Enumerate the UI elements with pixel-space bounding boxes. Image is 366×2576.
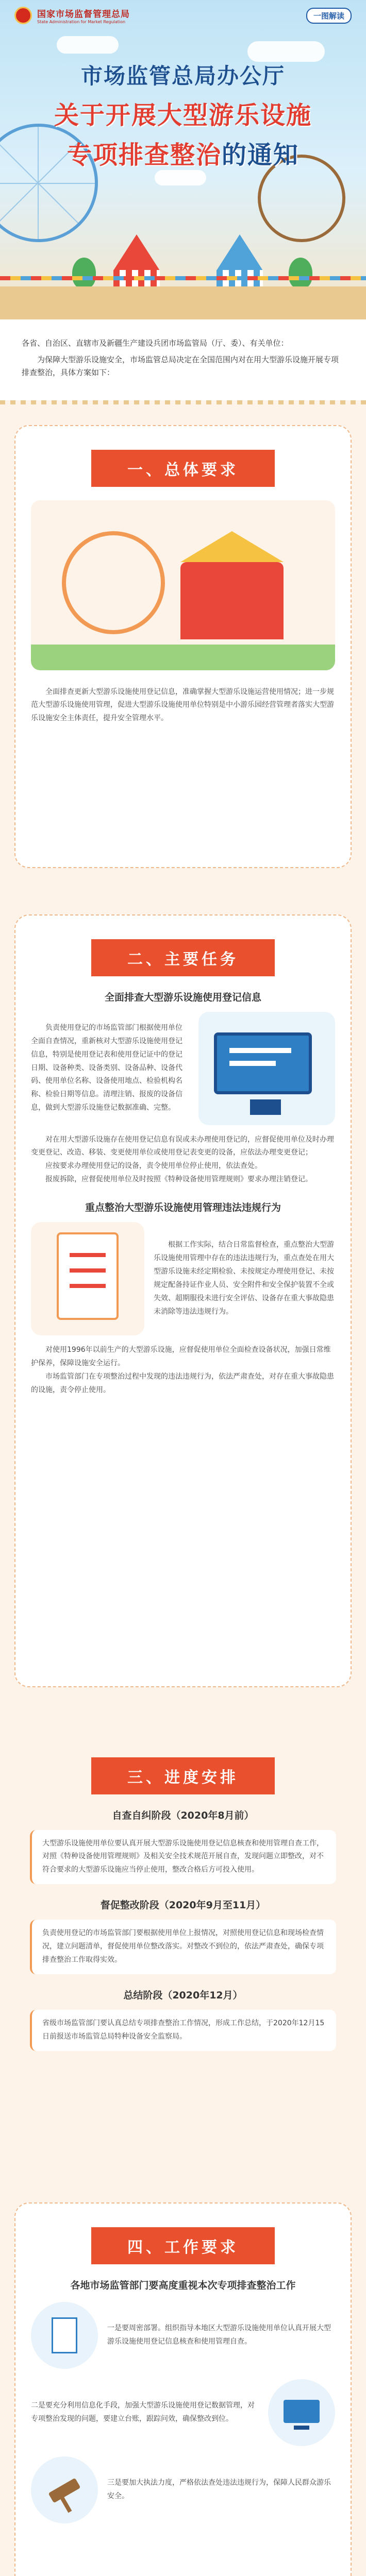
stage-body: 省级市场监管部门要认真总结专项排查整治工作情况，形成工作总结，于2020年12月15日前报送市场监管总局特种设备安全监察局。 [30, 2010, 336, 2051]
ground-decoration [0, 286, 366, 319]
subheading: 全面排查大型游乐设施使用登记信息 [104, 991, 261, 1003]
amusement-park-illustration [31, 500, 335, 670]
subheading: 各地市场监管部门要高度重视本次专项排查整治工作 [70, 2279, 296, 2291]
intro-section [0, 319, 366, 400]
tent-icon [113, 234, 160, 270]
divider [0, 400, 366, 404]
page-title [0, 59, 366, 171]
subheading: 重点整治大型游乐设施使用管理违法违规行为 [85, 1202, 281, 1214]
header-bar [0, 0, 366, 31]
task-paragraph: 报废拆除，应督促使用单位及时按照《特种设备使用管理规则》要求办理注销登记。 [45, 1175, 312, 1184]
section-main-tasks [0, 894, 366, 1713]
monitor-illustration [198, 1012, 335, 1125]
section-title: 二、主要任务 [91, 939, 275, 976]
stage-title: 自查自纠阶段（2020年8月前） [112, 1809, 254, 1821]
hero-banner [0, 0, 366, 319]
requirement-item [31, 2379, 335, 2446]
task-paragraph: 对在用大型游乐设施存在使用登记信息有误或未办理使用登记的，应督促使用单位及时办理变更登记、改造、移装、变更使用单位或使用登记表变更的设备，应依法办理变更登记； [31, 1135, 334, 1157]
section-overall-requirements [0, 404, 366, 894]
stage-title: 督促整改阶段（2020年9月至11月） [100, 1900, 266, 1911]
section-title: 四、工作要求 [91, 2227, 275, 2264]
tent-icon [217, 234, 263, 270]
document-icon [31, 2302, 98, 2369]
org-name-cn: 国家市场监督管理总局 [37, 9, 130, 20]
graphic-tag: 一图解读 [306, 8, 352, 24]
section-work-requirements [0, 2182, 366, 2576]
addressees: 各省、自治区、直辖市及新疆生产建设兵团市场监管局（厅、委）、有关单位： [22, 338, 289, 348]
intro-body: 为保障大型游乐设施安全，市场监管总局决定在全国范围内对在用大型游乐设施开展专项排查整治，具体方案如下： [22, 354, 339, 377]
cloud-decoration [57, 36, 119, 54]
org-name-en: State Administration for Market Regulation [37, 20, 126, 24]
section-card [14, 914, 352, 1687]
section-card [14, 1734, 352, 2156]
section-card [14, 425, 352, 868]
gavel-icon [31, 2456, 98, 2523]
task-paragraph: 负责使用登记的市场监管部门根据使用单位全面自查情况，重新核对大型游乐设施使用登记信息，特别是使用登记表和使用登记证中的登记日期、设备种类、设备类别、设备品种、设备代码、使用单位名称、设备使用地点、检验机构名称、检验日期等信息。清理注销、报废的设备信息，做到大型游乐设施登记数据准确、完整。 [31, 1023, 182, 1112]
requirement-item [31, 2456, 335, 2523]
requirement-text: 三是要加大执法力度，严格依法查处违法违规行为，保障人民群众游乐安全。 [107, 2478, 331, 2500]
section-paragraph: 全面排查更新大型游乐设施使用登记信息，准确掌握大型游乐设施运营使用情况；进一步规范大型游乐设施使用管理，促进大型游乐设施使用单位特别是中小游乐园经营管理者落实大型游乐设施安全主体责任，提升安全管理水平。 [31, 687, 334, 723]
task-paragraph: 市场监管部门在专项整治过程中发现的违法违规行为，依法严肃查处，对存在重大事故隐患的设施，责令停止使用。 [31, 1372, 334, 1394]
requirement-text: 一是要周密部署。组织指导本地区大型游乐设施使用单位认真开展大型游乐设施使用登记信息核查和使用管理自查。 [107, 2324, 331, 2346]
requirement-text: 二是要充分利用信息化手段，加强大型游乐设施使用登记数据管理，对专项整治发现的问题，要建立台账，跟踪问效，确保整改到位。 [31, 2401, 255, 2423]
emblem-icon [14, 7, 32, 24]
org-logo [14, 7, 130, 24]
task-paragraph: 根据工作实际，结合日常监督检查，重点整治大型游乐设施使用管理中存在的违法违规行为，重点查处在用大型游乐设施未经定期检验、未按规定办理使用登记、未按规定配备持证作业人员、安全附件和安全保护装置不全或失效、超期服役未进行安全评估、设备存在重大事故隐患未消除等违法违规行为。 [154, 1241, 334, 1316]
section-schedule [0, 1713, 366, 2182]
task-paragraph: 应按要求办理使用登记的设备，责令使用单位停止使用，依法查处。 [45, 1162, 262, 1171]
tree-icon [72, 258, 96, 289]
stage-title: 总结阶段（2020年12月） [123, 1989, 243, 2001]
tree-icon [289, 258, 312, 289]
title-line-1: 市场监管总局办公厅 [80, 63, 285, 89]
stage-body: 负责使用登记的市场监管部门要根据使用单位上报情况，对照使用登记信息和现场检查情况，建立问题清单，督促使用单位整改落实。对整改不到位的，依法严肃查处，确保专项排查整治工作取得实效。 [30, 1920, 336, 1974]
computer-icon [268, 2379, 335, 2446]
cloud-decoration [155, 170, 206, 185]
task-paragraph: 对使用1996年以前生产的大型游乐设施，应督促使用单位全面检查设备状况，加强日常维护保养，保障设施安全运行。 [31, 1346, 331, 1367]
stage-body: 大型游乐设施使用单位要认真开展大型游乐设施使用登记信息核查和使用管理自查工作，对照《特种设备使用管理规则》及相关安全技术规范开展自查，发现问题立即整改，对不符合要求的大型游乐设施应当停止使用，整改合格后方可投入使用。 [30, 1830, 336, 1885]
section-title: 一、总体要求 [91, 450, 275, 487]
clipboard-illustration [31, 1222, 144, 1335]
section-title: 三、进度安排 [91, 1757, 275, 1794]
section-card [14, 2202, 352, 2576]
cloud-decoration [247, 41, 325, 62]
requirement-item [31, 2302, 335, 2369]
title-line-3: 专项排查整治的通知 [66, 141, 300, 170]
title-line-2: 关于开展大型游乐设施 [54, 101, 312, 130]
